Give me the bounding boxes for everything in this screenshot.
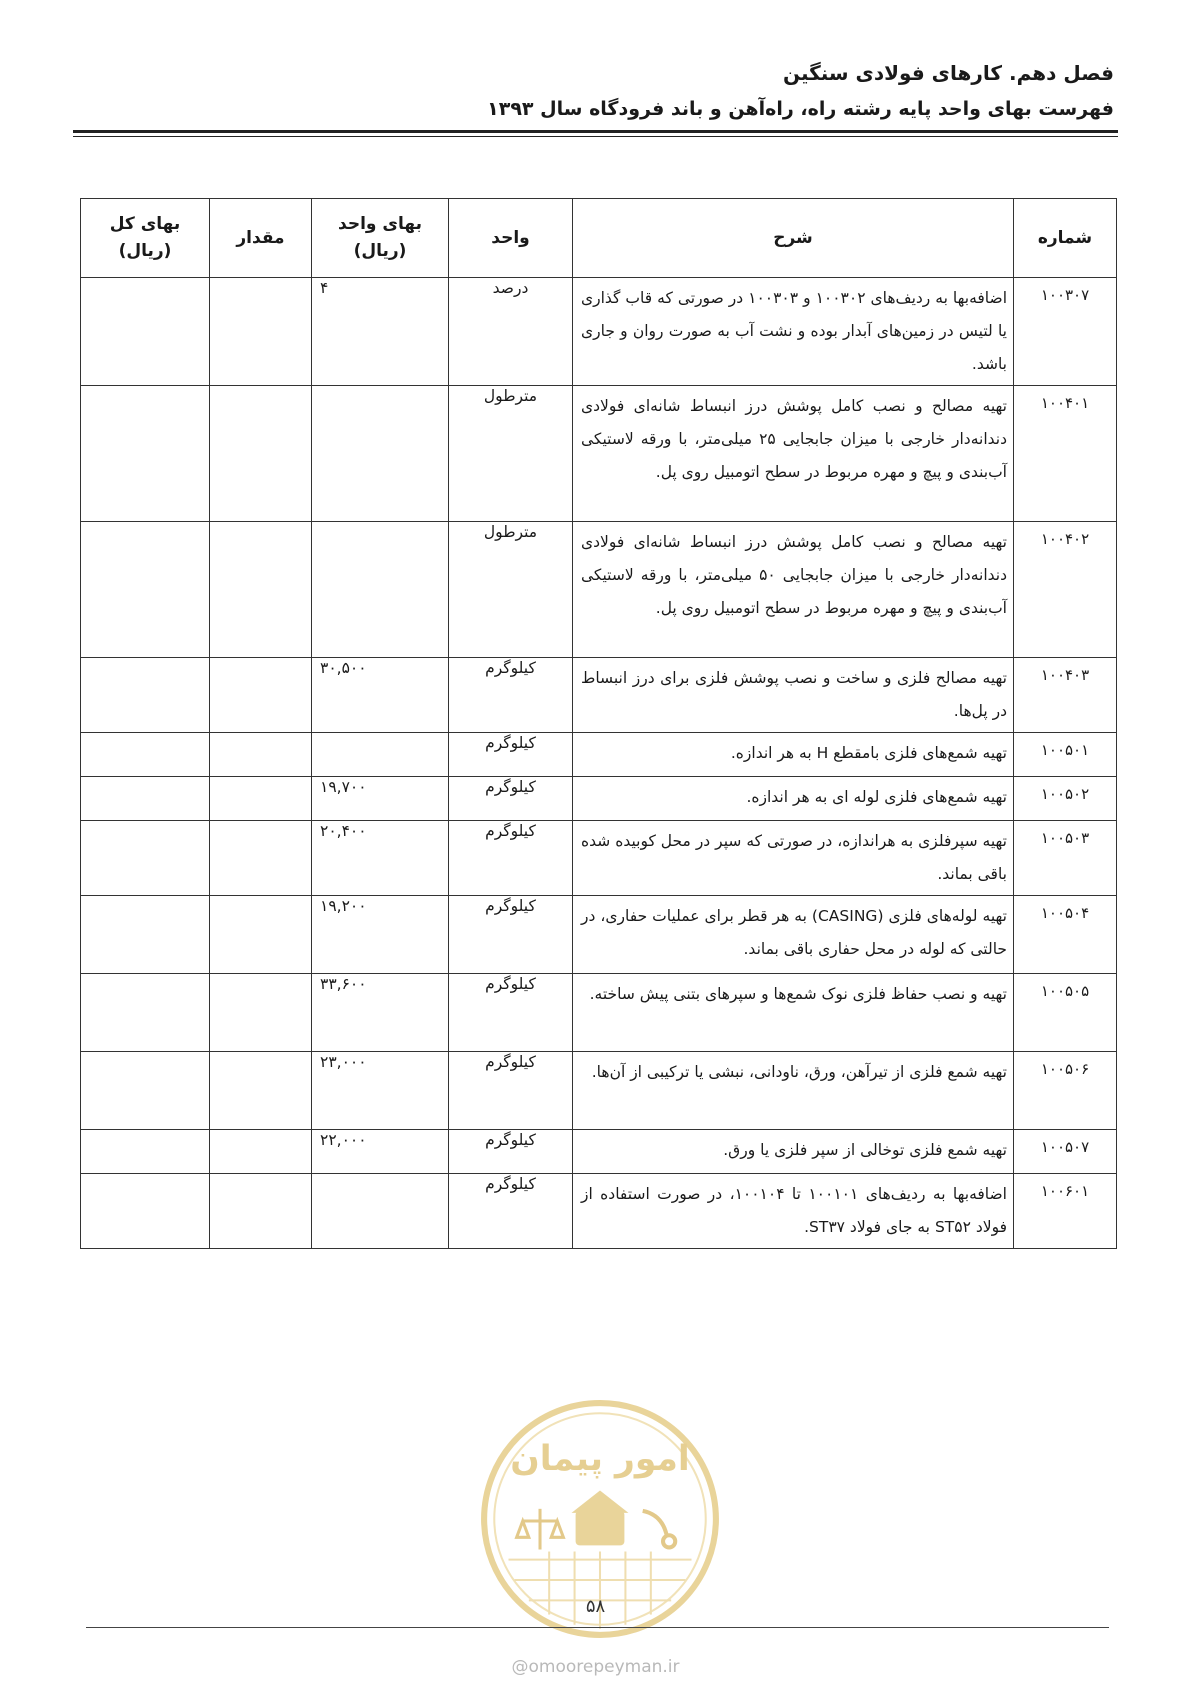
row-unit: کیلوگرم <box>449 1174 573 1249</box>
row-code: ۱۰۰۴۰۳ <box>1014 658 1117 733</box>
row-description: اضافه‌بها به ردیف‌های ۱۰۰۳۰۲ و ۱۰۰۳۰۳ در صورتی که قاب گذاری یا لتیس در زمین‌های آبدار بوده و نشت آب به صورت روان و جاری باشد. <box>573 278 1014 386</box>
table-row <box>81 1130 1117 1174</box>
row-code: ۱۰۰۴۰۲ <box>1014 522 1117 658</box>
row-code: ۱۰۰۵۰۱ <box>1014 733 1117 777</box>
row-unit-price <box>312 386 449 522</box>
row-code: ۱۰۰۵۰۶ <box>1014 1052 1117 1130</box>
row-code: ۱۰۰۶۰۱ <box>1014 1174 1117 1249</box>
row-unit: کیلوگرم <box>449 777 573 821</box>
row-total <box>81 1052 210 1130</box>
row-quantity <box>210 733 312 777</box>
unit-price-currency: (ریال) <box>353 241 407 261</box>
price-list-title: فهرست بهای واحد پایه رشته راه، راه‌آهن و باند فرودگاه سال ۱۳۹۳ <box>487 98 1114 120</box>
row-unit: مترطول <box>449 522 573 658</box>
row-quantity <box>210 386 312 522</box>
row-unit: کیلوگرم <box>449 1130 573 1174</box>
row-quantity <box>210 278 312 386</box>
row-total <box>81 974 210 1052</box>
row-description: تهیه مصالح فلزی و ساخت و نصب پوشش فلزی برای درز انبساط در پل‌ها. <box>573 658 1014 733</box>
row-quantity <box>210 896 312 974</box>
table-row <box>81 821 1117 896</box>
table-row <box>81 278 1117 386</box>
row-unit-price: ۲۲,۰۰۰ <box>312 1130 449 1174</box>
total-currency: (ریال) <box>118 241 172 261</box>
chapter-title: فصل دهم. کارهای فولادی سنگین <box>782 61 1114 85</box>
row-total <box>81 896 210 974</box>
col-header-unit-price <box>312 199 449 278</box>
row-unit: مترطول <box>449 386 573 522</box>
row-total <box>81 733 210 777</box>
row-quantity <box>210 522 312 658</box>
row-description: تهیه سپرفلزی به هراندازه، در صورتی که سپر در محل کوبیده شده باقی بماند. <box>573 821 1014 896</box>
row-total <box>81 522 210 658</box>
row-total <box>81 658 210 733</box>
row-description: تهیه و نصب حفاظ فلزی نوک شمع‌ها و سپرهای بتنی پیش ساخته. <box>573 974 1014 1052</box>
price-table <box>80 198 1117 1249</box>
row-quantity <box>210 1052 312 1130</box>
watermark-site-text: @omoorepeyman.ir <box>511 1657 680 1677</box>
col-header-quantity: مقدار <box>210 199 312 278</box>
table-row <box>81 1174 1117 1249</box>
table-row <box>81 896 1117 974</box>
table-row <box>81 658 1117 733</box>
row-unit: کیلوگرم <box>449 658 573 733</box>
page-number: ۵۸ <box>585 1596 606 1617</box>
row-unit-price: ۱۹,۷۰۰ <box>312 777 449 821</box>
table-row <box>81 733 1117 777</box>
scales-icon <box>517 1509 564 1550</box>
table-row <box>81 386 1117 522</box>
row-description: تهیه مصالح و نصب کامل پوشش درز انبساط شانه‌ای فولادی دندانه‌دار خارجی با میزان جابجایی ۲۵ میلی‌متر، با ورقه لاستیکی آب‌بندی و پیچ و مهره مربوط در سطح اتومبیل روی پل. <box>573 386 1014 522</box>
col-header-unit: واحد <box>449 199 573 278</box>
row-quantity <box>210 974 312 1052</box>
row-quantity <box>210 658 312 733</box>
table-row <box>81 777 1117 821</box>
row-unit: درصد <box>449 278 573 386</box>
table-row <box>81 522 1117 658</box>
row-unit: کیلوگرم <box>449 821 573 896</box>
tool-icon <box>643 1511 676 1548</box>
row-total <box>81 821 210 896</box>
row-description: تهیه شمع‌های فلزی لوله ای به هر اندازه. <box>573 777 1014 821</box>
row-unit-price: ۴ <box>312 278 449 386</box>
row-description: تهیه لوله‌های فلزی (CASING) به هر قطر برای عملیات حفاری، در حالتی که لوله در محل حفاری باقی بماند. <box>573 896 1014 974</box>
row-code: ۱۰۰۴۰۱ <box>1014 386 1117 522</box>
row-quantity <box>210 821 312 896</box>
row-total <box>81 777 210 821</box>
header-rule-thick <box>73 130 1118 133</box>
table-row <box>81 1052 1117 1130</box>
row-description: تهیه مصالح و نصب کامل پوشش درز انبساط شانه‌ای فولادی دندانه‌دار خارجی با میزان جابجایی ۵۰ میلی‌متر، با ورقه لاستیکی آب‌بندی و پیچ و مهره مربوط در سطح اتومبیل روی پل. <box>573 522 1014 658</box>
row-description: تهیه شمع‌های فلزی بامقطع H به هر اندازه. <box>573 733 1014 777</box>
col-header-description: شرح <box>573 199 1014 278</box>
row-code: ۱۰۰۵۰۵ <box>1014 974 1117 1052</box>
row-unit: کیلوگرم <box>449 733 573 777</box>
row-code: ۱۰۰۵۰۳ <box>1014 821 1117 896</box>
row-unit-price: ۳۳,۶۰۰ <box>312 974 449 1052</box>
row-unit: کیلوگرم <box>449 1052 573 1130</box>
header-rule-thin <box>73 136 1118 137</box>
row-total <box>81 386 210 522</box>
footer-rule <box>86 1627 1109 1628</box>
row-quantity <box>210 1174 312 1249</box>
col-header-total <box>81 199 210 278</box>
row-description: اضافه‌بها به ردیف‌های ۱۰۰۱۰۱ تا ۱۰۰۱۰۴، در صورت استفاده از فولاد ST۵۲ به جای فولاد ST۳۷. <box>573 1174 1014 1249</box>
row-unit: کیلوگرم <box>449 974 573 1052</box>
row-code: ۱۰۰۵۰۴ <box>1014 896 1117 974</box>
row-total <box>81 278 210 386</box>
row-unit-price <box>312 733 449 777</box>
row-code: ۱۰۰۵۰۲ <box>1014 777 1117 821</box>
row-quantity <box>210 777 312 821</box>
row-code: ۱۰۰۳۰۷ <box>1014 278 1117 386</box>
table-row <box>81 974 1117 1052</box>
row-total <box>81 1130 210 1174</box>
row-unit-price: ۲۰,۴۰۰ <box>312 821 449 896</box>
row-unit-price: ۲۳,۰۰۰ <box>312 1052 449 1130</box>
building-icon <box>572 1491 629 1546</box>
row-unit-price: ۳۰,۵۰۰ <box>312 658 449 733</box>
total-label: بهای کل <box>109 214 181 234</box>
row-description: تهیه شمع فلزی توخالی از سپر فلزی یا ورق. <box>573 1130 1014 1174</box>
col-header-code: شماره <box>1014 199 1117 278</box>
row-unit-price: ۱۹,۲۰۰ <box>312 896 449 974</box>
row-unit-price <box>312 522 449 658</box>
row-total <box>81 1174 210 1249</box>
page-header <box>487 58 1114 124</box>
row-unit: کیلوگرم <box>449 896 573 974</box>
row-code: ۱۰۰۵۰۷ <box>1014 1130 1117 1174</box>
row-description: تهیه شمع فلزی از تیرآهن، ورق، ناودانی، نبشی یا ترکیبی از آن‌ها. <box>573 1052 1014 1130</box>
row-quantity <box>210 1130 312 1174</box>
watermark-logo-text: امور پیمان <box>510 1439 690 1480</box>
table-header-row <box>81 199 1117 278</box>
row-unit-price <box>312 1174 449 1249</box>
unit-price-label: بهای واحد <box>338 214 422 234</box>
